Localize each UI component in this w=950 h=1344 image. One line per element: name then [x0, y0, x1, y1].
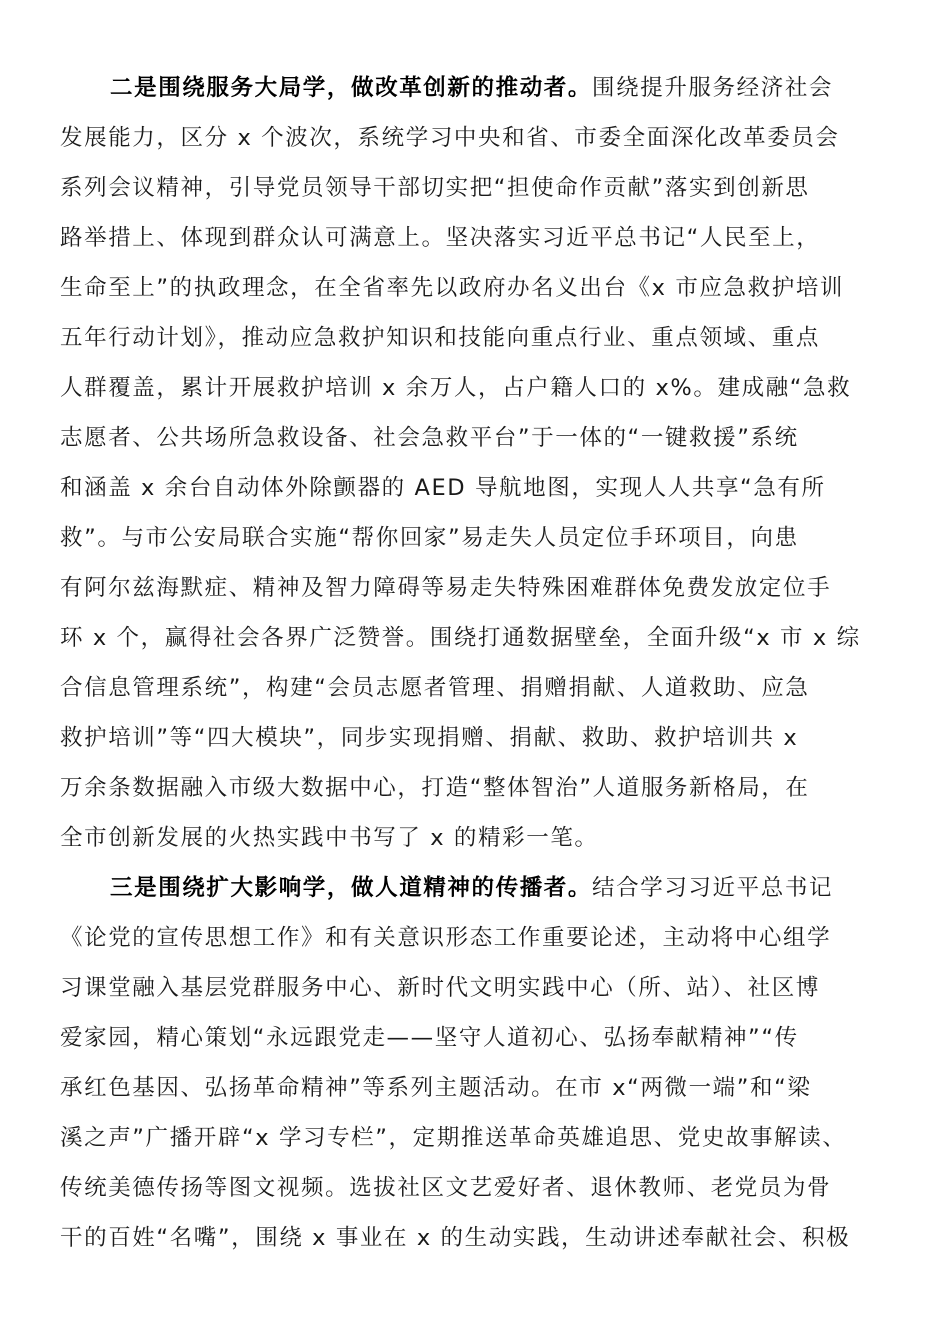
paragraph-2-line-4: 路举措上、体现到群众认可满意上。坚决落实习近平总书记“人民至上，	[60, 225, 821, 251]
paragraph-2-line-7: 人群覆盖，累计开展救护培训 x 余万人，占户籍人口的 x%。建成融“急救	[60, 375, 852, 401]
paragraph-3-line-4: 爱家园，精心策划“永远跟党走——坚守人道初心、弘扬奉献精神”“传	[60, 1025, 799, 1051]
paragraph-2-line-3: 系列会议精神，引导党员领导干部切实把“担使命作贡献”落实到创新思	[60, 175, 810, 201]
paragraph-2-line-11: 有阿尔兹海默症、精神及智力障碍等易走失特殊困难群体免费发放定位手	[60, 575, 832, 601]
paragraph-3-line-8: 干的百姓“名嘴”，围绕 x 事业在 x 的生动实践，生动讲述奉献社会、积极	[60, 1225, 851, 1251]
paragraph-3-line-3: 习课堂融入基层党群服务中心、新时代文明实践中心（所、站）、社区博	[60, 975, 820, 1001]
paragraph-2-line-1	[110, 72, 906, 104]
paragraph-3-heading: 三是围绕扩大影响学，做人道精神的传播者。	[110, 875, 593, 901]
paragraph-3-line-6: 溪之声”广播开辟“x 学习专栏”，定期推送革命英雄追思、党史故事解读、	[60, 1125, 847, 1151]
paragraph-2-heading: 二是围绕服务大局学，做改革创新的推动者。	[110, 75, 593, 101]
paragraph-2-line-10: 救”。与市公安局联合实施“帮你回家”易走失人员定位手环项目，向患	[60, 525, 799, 551]
paragraph-2-line-5: 生命至上”的执政理念，在全省率先以政府办名义出台《x 市应急救护培训	[60, 275, 845, 301]
paragraph-2-line-9: 和涵盖 x 余台自动体外除颤器的 AED 导航地图，实现人人共享“急有所	[60, 475, 826, 501]
paragraph-2-line-12: 环 x 个，赢得社会各界广泛赞誉。围绕打通数据壁垒，全面升级“x 市 x 综	[60, 625, 861, 651]
paragraph-3-line-1	[110, 872, 906, 904]
paragraph-2-line-16: 全市创新发展的火热实践中书写了 x 的精彩一笔。	[60, 825, 599, 851]
paragraph-2-line-8: 志愿者、公共场所急救设备、社会急救平台”于一体的“一键救援”系统	[60, 425, 799, 451]
paragraph-3-line-7: 传统美德传扬等图文视频。选拔社区文艺爱好者、退休教师、老党员为骨	[60, 1175, 832, 1201]
paragraph-2-line-14: 救护培训”等“四大模块”，同步实现捐赠、捐献、救助、救护培训共 x	[60, 725, 799, 751]
paragraph-3-text: 结合学习习近平总书记	[592, 875, 834, 901]
paragraph-2-text: 围绕提升服务经济社会	[592, 75, 834, 101]
paragraph-3-line-2: 《论党的宣传思想工作》和有关意识形态工作重要论述，主动将中心组学	[60, 925, 832, 951]
paragraph-2-line-15: 万余条数据融入市级大数据中心，打造“整体智治”人道服务新格局，在	[60, 775, 810, 801]
paragraph-2-line-2: 发展能力，区分 x 个波次，系统学习中央和省、市委全面深化改革委员会	[60, 125, 840, 151]
paragraph-2-line-6: 五年行动计划》，推动应急救护知识和技能向重点行业、重点领域、重点	[60, 325, 820, 351]
paragraph-2-line-13: 合信息管理系统”，构建“会员志愿者管理、捐赠捐献、人道救助、应急	[60, 675, 810, 701]
paragraph-3-line-5: 承红色基因、弘扬革命精神”等系列主题活动。在市 x“两微一端”和“梁	[60, 1075, 812, 1101]
